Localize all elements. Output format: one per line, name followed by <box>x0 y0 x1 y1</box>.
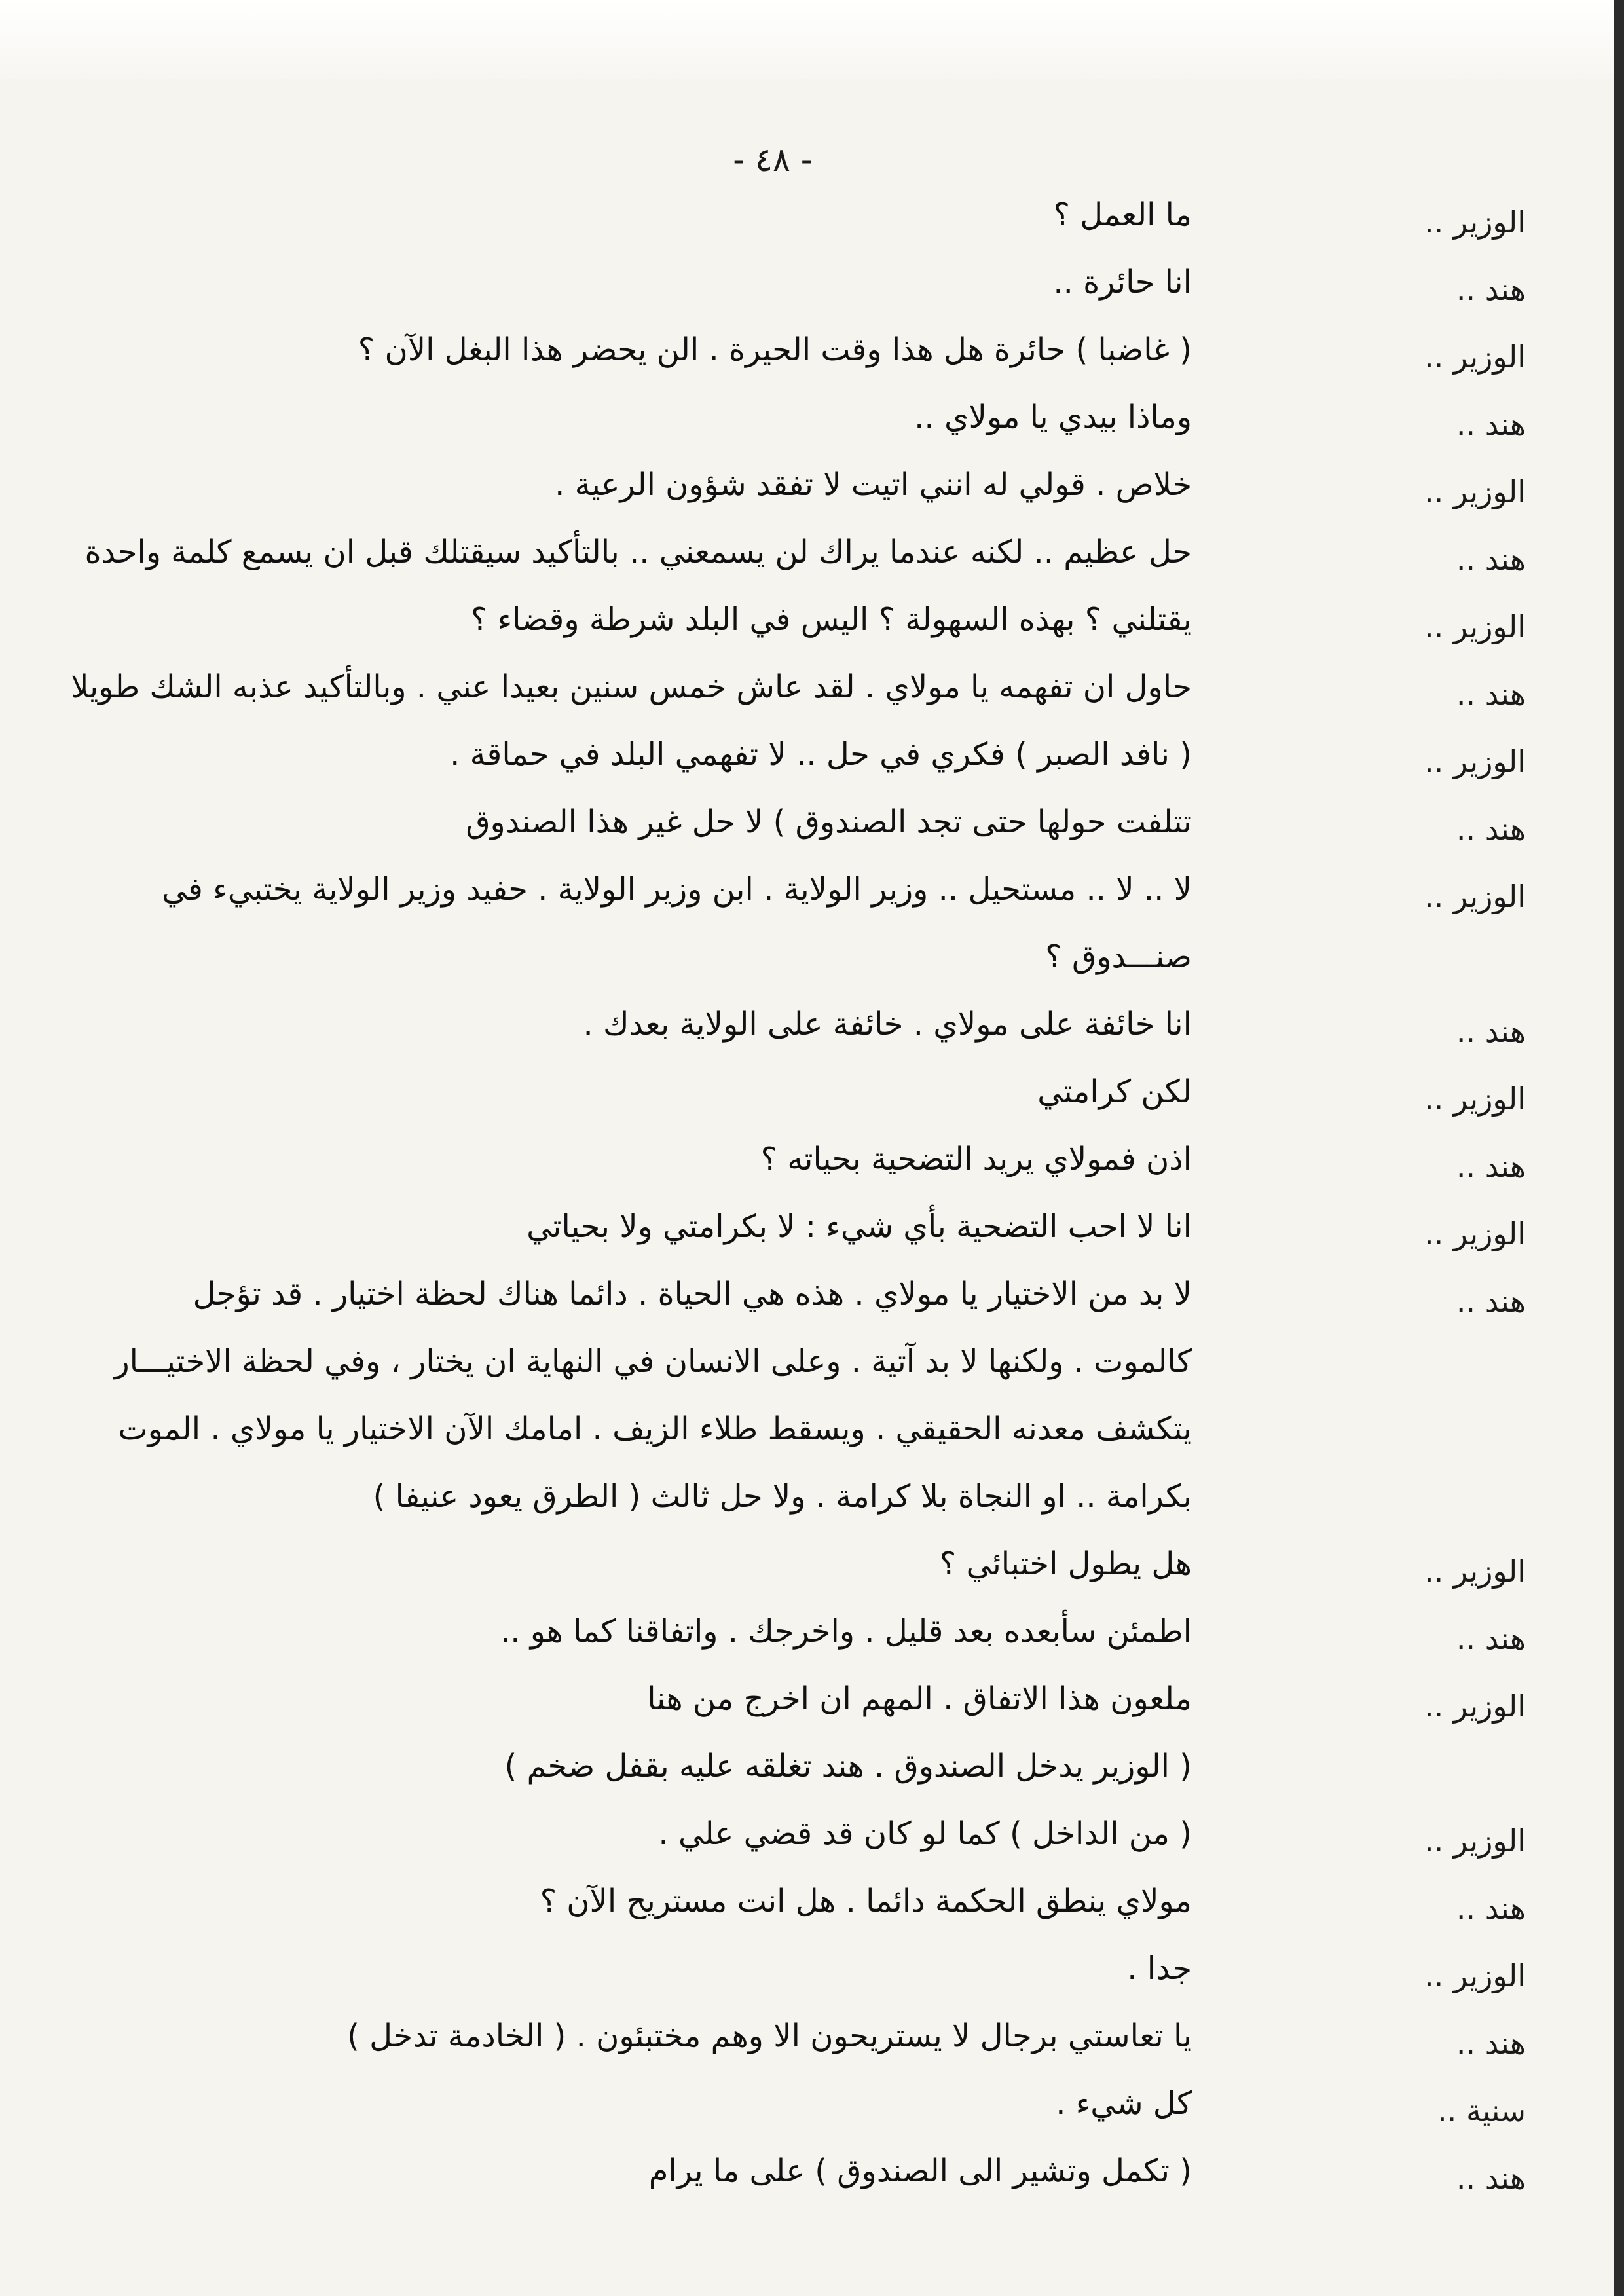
speaker-name: هند .. <box>1456 1891 1526 1926</box>
dialogue-line: وماذا بيدي يا مولاي .. <box>914 399 1192 435</box>
dialogue-row <box>39 1741 1526 1809</box>
speaker-name: الوزير .. <box>1424 1958 1526 1993</box>
dialogue-block <box>39 190 1526 2213</box>
dialogue-line: انا لا احب التضحية بأي شيء : لا بكرامتي ولا بحياتي <box>526 1208 1192 1245</box>
dialogue-row <box>39 1134 1526 1202</box>
dialogue-line: ملعون هذا الاتفاق . المهم ان اخرج من هنا <box>647 1680 1192 1717</box>
dialogue-row <box>39 797 1526 864</box>
speaker-name: هند .. <box>1456 1284 1526 1319</box>
dialogue-line: حل عظيم .. لكنه عندما يراك لن يسمعني .. بالتأكيد سيقتلك قبل ان يسمع كلمة واحدة <box>84 534 1192 570</box>
dialogue-row <box>39 1809 1526 1876</box>
speaker-name: الوزير .. <box>1424 204 1526 240</box>
dialogue-line: ما العمل ؟ <box>1053 196 1192 233</box>
dialogue-line: انا خائفة على مولاي . خائفة على الولاية بعدك . <box>583 1006 1192 1043</box>
dialogue-row <box>39 1876 1526 1944</box>
dialogue-row <box>39 1674 1526 1741</box>
dialogue-line: لا .. لا .. مستحيل .. وزير الولاية . ابن وزير الولاية . حفيد وزير الولاية يختبيء في <box>161 871 1192 908</box>
dialogue-line: ( من الداخل ) كما لو كان قد قضي علي . <box>658 1815 1192 1852</box>
dialogue-row <box>39 527 1526 595</box>
speaker-name: هند .. <box>1456 2026 1526 2061</box>
dialogue-line: كالموت . ولكنها لا بد آتية . وعلى الانسان في النهاية ان يختار ، وفي لحظة الاختيـــار <box>114 1343 1192 1380</box>
dialogue-row <box>39 257 1526 325</box>
dialogue-row <box>39 864 1526 932</box>
dialogue-line: ( تكمل وتشير الى الصندوق ) على ما يرام <box>648 2153 1192 2189</box>
dialogue-line: يا تعاستي برجال لا يستريحون الا وهم مختبئون . ( الخادمة تدخل ) <box>347 2018 1192 2054</box>
speaker-name: هند .. <box>1456 407 1526 442</box>
dialogue-line: هل يطول اختبائي ؟ <box>939 1546 1192 1582</box>
dialogue-row <box>39 2146 1526 2213</box>
dialogue-line: ( الوزير يدخل الصندوق . هند تغلقه عليه بقفل ضخم ) <box>504 1748 1192 1785</box>
dialogue-row <box>39 1202 1526 1269</box>
dialogue-line: صنـــدوق ؟ <box>1045 938 1192 975</box>
dialogue-line: اذن فمولاي يريد التضحية بحياته ؟ <box>760 1141 1192 1177</box>
speaker-name: الوزير .. <box>1424 1688 1526 1724</box>
dialogue-row <box>39 1337 1526 1404</box>
dialogue-line: ( غاضبا ) حائرة هل هذا وقت الحيرة . الن يحضر هذا البغل الآن ؟ <box>358 331 1192 368</box>
speaker-name: هند .. <box>1456 1621 1526 1656</box>
speaker-name: الوزير .. <box>1424 1081 1526 1117</box>
dialogue-row <box>39 1404 1526 1472</box>
dialogue-row <box>39 1606 1526 1674</box>
dialogue-row <box>39 1539 1526 1606</box>
speaker-name: هند .. <box>1456 2160 1526 2196</box>
dialogue-row <box>39 1944 1526 2011</box>
scan-top-margin <box>0 0 1624 79</box>
dialogue-row <box>39 932 1526 999</box>
dialogue-line: اطمئن سأبعده بعد قليل . واخرجك . واتفاقنا كما هو .. <box>500 1613 1192 1650</box>
dialogue-row <box>39 2011 1526 2079</box>
dialogue-row <box>39 662 1526 730</box>
speaker-name: سنية .. <box>1437 2093 1526 2128</box>
speaker-name: الوزير .. <box>1424 1823 1526 1859</box>
speaker-name: هند .. <box>1456 542 1526 577</box>
speaker-name: هند .. <box>1456 272 1526 307</box>
speaker-name: هند .. <box>1456 676 1526 712</box>
dialogue-row <box>39 392 1526 460</box>
speaker-name: الوزير .. <box>1424 744 1526 779</box>
dialogue-row <box>39 999 1526 1067</box>
scan-right-edge <box>1614 0 1624 2296</box>
dialogue-row <box>39 595 1526 662</box>
dialogue-line: كل شيء . <box>1056 2085 1192 2122</box>
speaker-name: الوزير .. <box>1424 474 1526 509</box>
page-number: - ٤٨ - <box>733 141 813 179</box>
speaker-name: هند .. <box>1456 811 1526 847</box>
dialogue-row <box>39 1472 1526 1539</box>
dialogue-row <box>39 190 1526 257</box>
dialogue-line: لا بد من الاختيار يا مولاي . هذه هي الحياة . دائما هناك لحظة اختيار . قد تؤجل <box>193 1276 1192 1312</box>
speaker-name: هند .. <box>1456 1149 1526 1184</box>
speaker-name: الوزير .. <box>1424 1216 1526 1251</box>
dialogue-line: مولاي ينطق الحكمة دائما . هل انت مستريح الآن ؟ <box>540 1883 1192 1919</box>
dialogue-line: بكرامة .. او النجاة بلا كرامة . ولا حل ثالث ( الطرق يعود عنيفا ) <box>373 1478 1192 1515</box>
dialogue-line: يتكشف معدنه الحقيقي . ويسقط طلاء الزيف . امامك الآن الاختيار يا مولاي . الموت <box>118 1411 1192 1447</box>
speaker-name: الوزير .. <box>1424 609 1526 644</box>
dialogue-row <box>39 1269 1526 1337</box>
dialogue-line: جدا . <box>1127 1950 1192 1987</box>
dialogue-line: انا حائرة .. <box>1053 264 1192 301</box>
dialogue-line: لكن كرامتي <box>1037 1073 1192 1110</box>
dialogue-line: ( نافد الصبر ) فكري في حل .. لا تفهمي البلد في حماقة . <box>450 736 1192 773</box>
speaker-name: الوزير .. <box>1424 879 1526 914</box>
dialogue-row <box>39 2079 1526 2146</box>
dialogue-row <box>39 730 1526 797</box>
dialogue-line: حاول ان تفهمه يا مولاي . لقد عاش خمس سنين بعيدا عني . وبالتأكيد عذبه الشك طويلا <box>71 669 1192 705</box>
dialogue-line: تتلفت حولها حتى تجد الصندوق ) لا حل غير هذا الصندوق <box>466 804 1192 840</box>
speaker-name: الوزير .. <box>1424 1553 1526 1589</box>
dialogue-row <box>39 460 1526 527</box>
dialogue-line: يقتلني ؟ بهذه السهولة ؟ اليس في البلد شرطة وقضاء ؟ <box>470 601 1192 638</box>
dialogue-row <box>39 325 1526 392</box>
dialogue-row <box>39 1067 1526 1134</box>
speaker-name: هند .. <box>1456 1014 1526 1049</box>
speaker-name: الوزير .. <box>1424 339 1526 375</box>
dialogue-line: خلاص . قولي له انني اتيت لا تفقد شؤون الرعية . <box>555 466 1192 503</box>
